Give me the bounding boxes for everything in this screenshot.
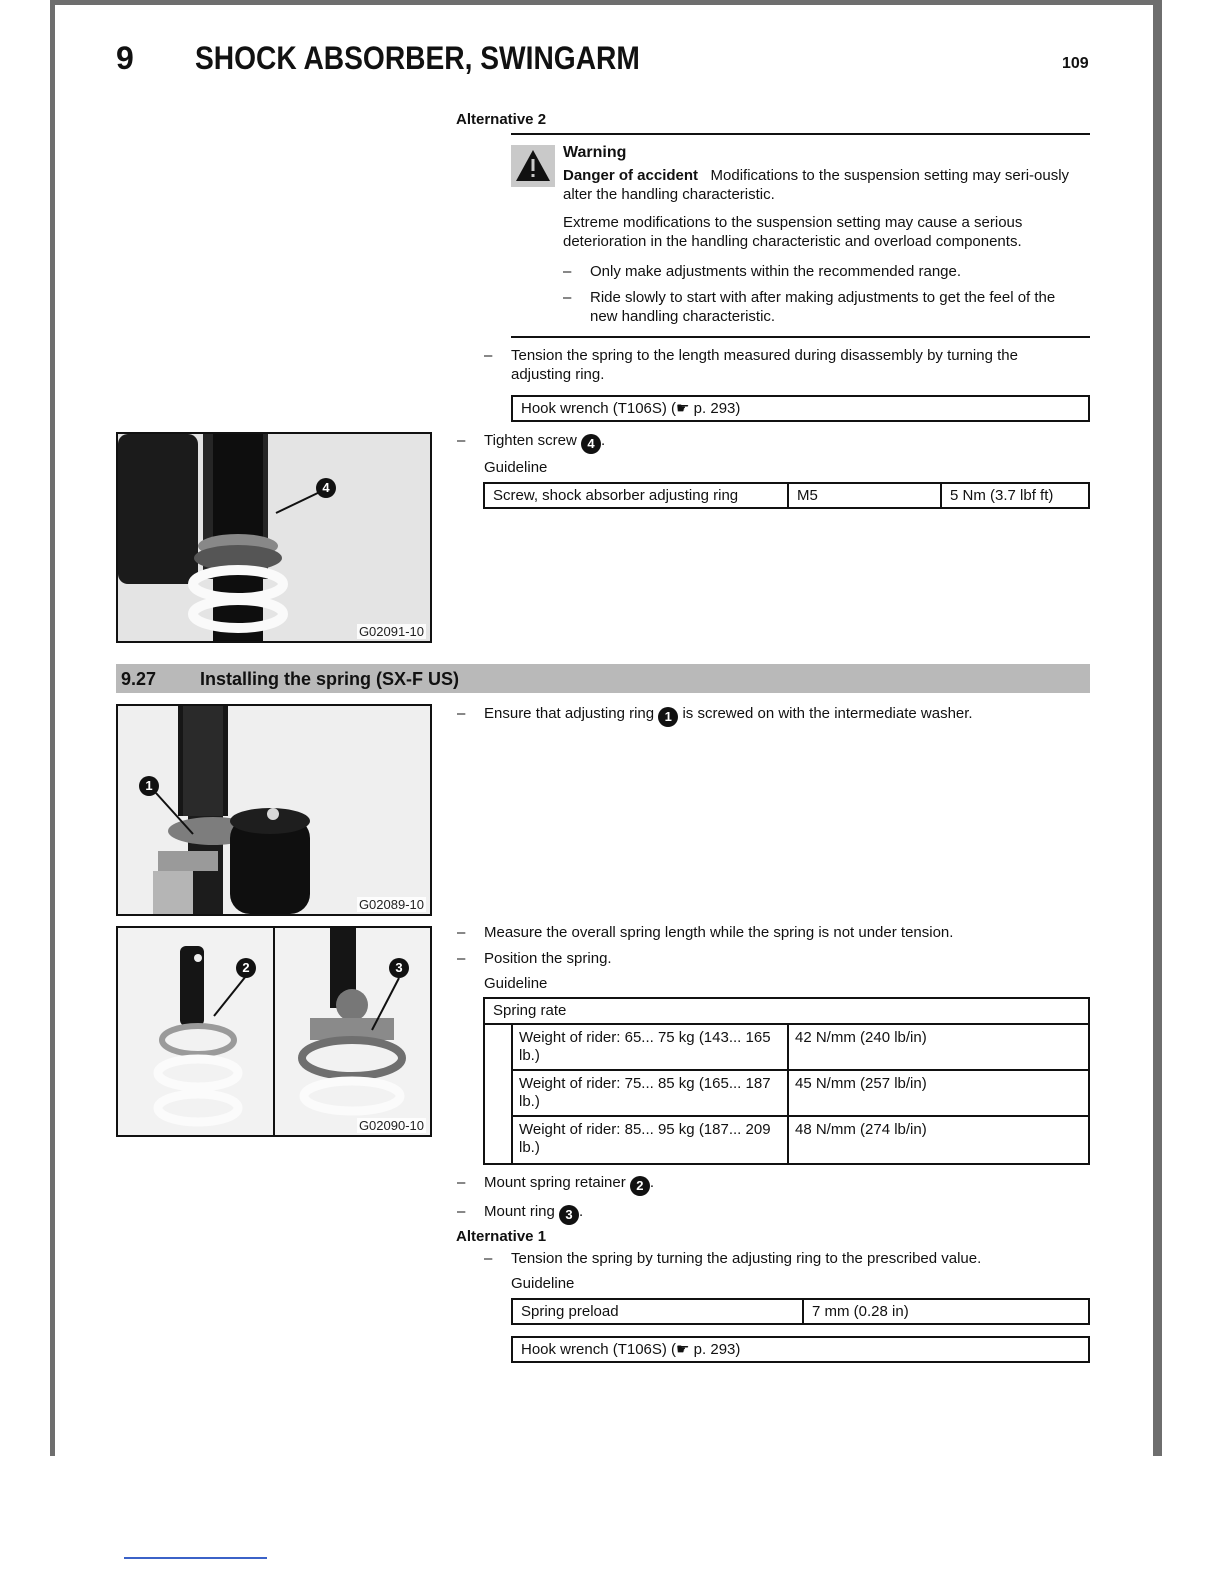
step-tighten-screw: Tighten screw 4 . <box>484 431 605 454</box>
callout-2-inline: 2 <box>630 1176 650 1196</box>
spring-rate: 48 N/mm (274 lb/in) <box>787 1117 933 1163</box>
step-mount-ring-text: Mount ring <box>484 1203 555 1220</box>
spring-rate-row <box>485 1117 1088 1163</box>
guideline-label: Guideline <box>511 1275 575 1292</box>
tool-box-hook-wrench-2 <box>511 1336 1090 1363</box>
spring-rate-header: Spring rate <box>485 999 1088 1025</box>
step-measure: Measure the overall spring length while the spring is not under tension. <box>484 924 954 941</box>
guideline-label: Guideline <box>484 459 548 476</box>
warning-lead-bold: Danger of accident <box>563 167 699 184</box>
photo-adjusting-ring <box>116 704 432 916</box>
torque-table <box>483 482 1090 509</box>
preload-label: Spring preload <box>521 1303 619 1320</box>
callout-4-inline: 4 <box>581 434 601 454</box>
spring-rate: 42 N/mm (240 lb/in) <box>787 1025 933 1069</box>
step-dash: – <box>457 950 466 967</box>
photo-code: G02091-10 <box>358 624 424 639</box>
spring-retainer-photo <box>118 928 430 1135</box>
torque-item: Screw, shock absorber adjusting ring <box>493 487 739 504</box>
step-dash: – <box>457 924 466 941</box>
warning-bullet-1: Only make adjustments within the recommended range. <box>590 263 962 280</box>
chapter-title: SHOCK ABSORBER, SWINGARM <box>195 40 640 76</box>
warning-lead-text: Modifications to the suspension setting may seri-ously alter the handling characteristic. <box>563 167 1070 203</box>
alternative-2-label: Alternative 2 <box>456 111 547 128</box>
step-dash: – <box>484 347 493 364</box>
photo-shock-adjusting-ring <box>116 432 432 643</box>
torque-value: 5 Nm (3.7 lbf ft) <box>940 484 1088 507</box>
callout-1-inline: 1 <box>658 707 678 727</box>
callout-3: 3 <box>389 958 409 978</box>
step-ensure-ring <box>484 704 973 727</box>
torque-thread: M5 <box>787 484 940 507</box>
spring-rate-table <box>483 997 1090 1165</box>
spring-rate-row <box>485 1071 1088 1117</box>
warning-top-rule <box>511 133 1090 135</box>
alt1-step: Tension the spring by turning the adjusting ring to the prescribed value. <box>511 1250 982 1267</box>
callout-1: 1 <box>139 776 159 796</box>
warning-title: Warning <box>563 144 627 161</box>
warning-bullet-dash-1: – <box>563 263 572 280</box>
step-mount-ring: Mount ring 3 . <box>484 1202 583 1225</box>
section-title: Installing the spring (SX-F US) <box>200 669 460 689</box>
guideline-label: Guideline <box>484 975 548 992</box>
warning-triangle-icon <box>511 145 555 187</box>
chapter-number: 9 <box>116 40 135 76</box>
callout-2: 2 <box>236 958 256 978</box>
step-tighten-text: Tighten screw <box>484 432 577 449</box>
step-ensure-prefix: Ensure that adjusting ring <box>484 705 655 722</box>
page-number: 109 <box>1062 55 1089 72</box>
spring-preload-table <box>511 1298 1090 1325</box>
spring-table-indent <box>485 1025 513 1163</box>
warning-bullet-dash-2: – <box>563 289 572 306</box>
step-position: Position the spring. <box>484 950 612 967</box>
tool-box-text: Hook wrench (T106S) (☛ p. 293) <box>521 400 741 417</box>
footer-link-underline <box>124 1557 267 1559</box>
shock-absorber-photo <box>118 434 430 641</box>
photo-spring-retainer <box>116 926 432 1137</box>
callout-3-inline: 3 <box>559 1205 579 1225</box>
section-number: 9.27 <box>121 669 157 689</box>
tool-box-hook-wrench <box>511 395 1090 422</box>
callout-4: 4 <box>316 478 336 498</box>
step-dash: – <box>457 1203 466 1220</box>
step-mount-retainer: Mount spring retainer 2 . <box>484 1173 654 1196</box>
adjusting-ring-photo <box>118 706 430 914</box>
rider-weight: Weight of rider: 65... 75 kg (143... 165 lb.) <box>519 1029 771 1064</box>
step-dash: – <box>457 1174 466 1191</box>
warning-bottom-rule <box>511 336 1090 338</box>
step-mount-retainer-text: Mount spring retainer <box>484 1174 626 1191</box>
rider-weight: Weight of rider: 75... 85 kg (165... 187 lb.) <box>519 1075 771 1110</box>
photo-code: G02089-10 <box>358 897 424 912</box>
alternative-1-label: Alternative 1 <box>456 1228 547 1245</box>
step-dash: – <box>484 1250 493 1267</box>
spring-rate: 45 N/mm (257 lb/in) <box>787 1071 933 1115</box>
preload-value: 7 mm (0.28 in) <box>802 1300 1088 1323</box>
rider-weight: Weight of rider: 85... 95 kg (187... 209 lb.) <box>519 1121 771 1156</box>
photo-code: G02090-10 <box>358 1118 424 1133</box>
warning-icon-box <box>511 145 555 187</box>
step-tension-spring: Tension the spring to the length measured during disassembly by turning the adjusting ring. <box>511 347 1018 383</box>
step-ensure-suffix: is screwed on with the intermediate washer. <box>682 705 973 722</box>
spring-rate-row <box>485 1025 1088 1071</box>
step-dash: – <box>457 432 466 449</box>
tool-box-text: Hook wrench (T106S) (☛ p. 293) <box>521 1341 741 1358</box>
warning-bullet-2: Ride slowly to start with after making adjustments to get the feel of the new handling characteristic. <box>590 289 1056 325</box>
step-dash: – <box>457 705 466 722</box>
warning-lead <box>563 166 1083 204</box>
warning-text2: Extreme modifications to the suspension setting may cause a serious deterioration in the handling characteristic and overload components. <box>563 214 1023 250</box>
